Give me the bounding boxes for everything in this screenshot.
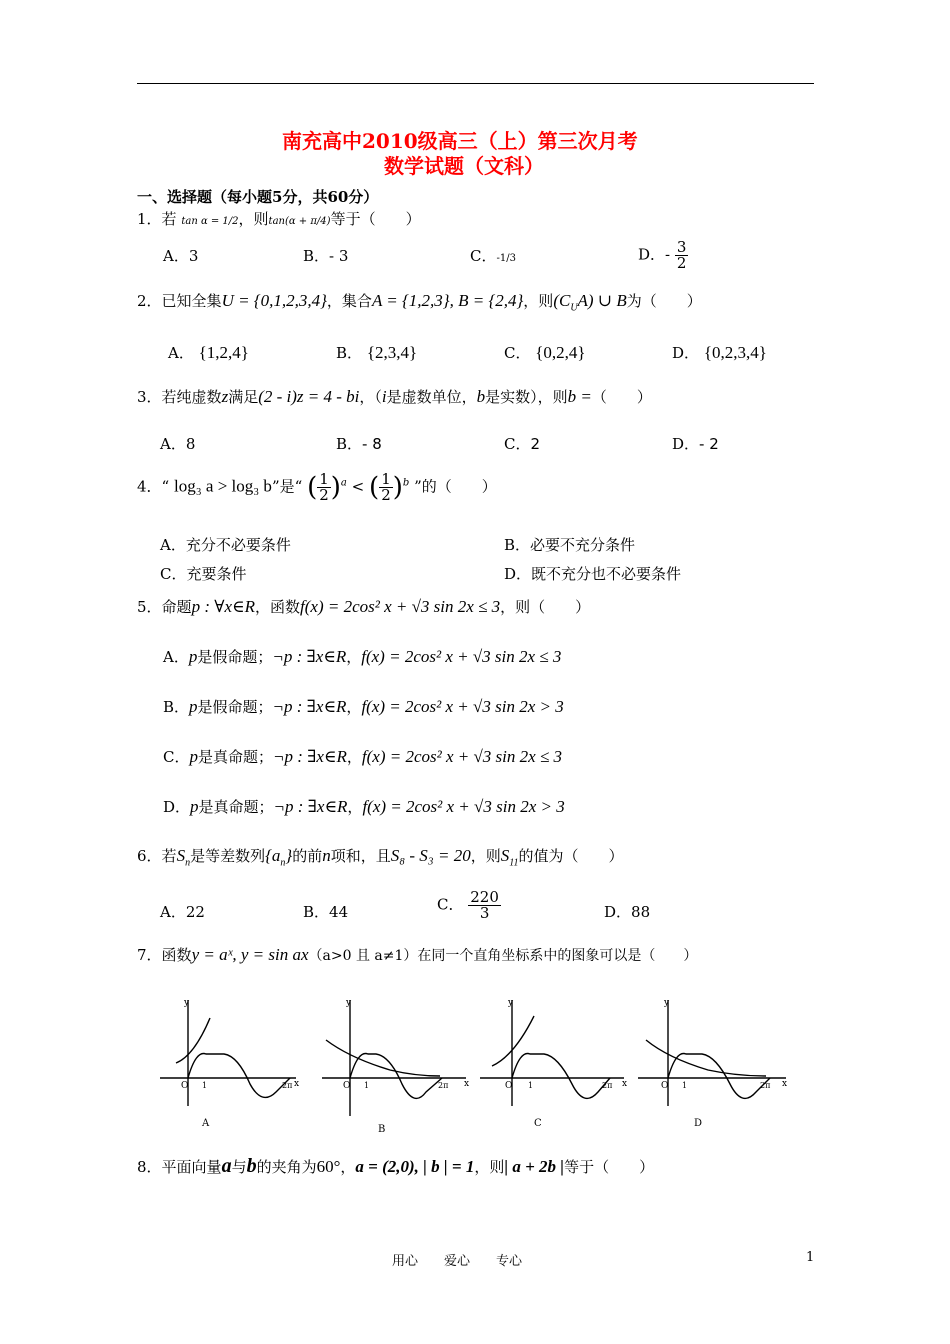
q7-a-tick-1: 1 [202,1081,208,1090]
q1-number: 1． [137,210,162,228]
q7-c-y-label: y [508,998,514,1008]
q7-a-y-label: y [184,998,190,1008]
q7-graph-a [158,996,298,1130]
q3-option-c [504,433,540,454]
q7-a-x-label: x [294,1079,300,1089]
q5-option-a-negation: ¬p : ∃x∈R [272,647,347,666]
title-line-1: 南充高中2010级高三（上）第三次月考 [282,129,638,153]
q5-option-c-p: p [189,747,198,766]
q4-paren-left-a: ( [307,472,318,503]
q8-mid: 与 [231,1158,247,1176]
q7-d-y-label: y [664,998,670,1008]
q4-half-b [379,472,393,503]
q2-option-b-value: {2,3,4} [366,343,418,362]
q6-option-c [437,890,501,921]
q4-exponent-b: b [402,477,410,489]
q1-option-d-num: 3 [676,238,687,256]
q7-d-origin: O [661,1081,669,1091]
q1-mid: ，则 [238,210,269,228]
q7-a-tick-2pi: 2π [282,1081,293,1090]
q3-mid3: 是实数），则 [485,388,568,406]
q3-mid: 满足 [228,388,259,406]
q5-option-d-label: D． [163,798,191,816]
q2-option-d-label: D． [672,344,700,362]
q6-sn-letter: S [176,846,186,865]
q1-option-c-value: -1/3 [496,253,516,264]
q5-option-c-text: 是真命题； [197,748,273,766]
q3-option-b-value: - 8 [362,435,382,453]
q5-function: f(x) = 2cos² x + √3 sin 2x ≤ 3 [300,597,501,616]
q5-option-b-function: f(x) = 2cos² x + √3 sin 2x > 3 [361,697,564,716]
q3-option-d [672,433,719,454]
q6-s11 [500,846,519,869]
q4-half-a-den: 2 [319,486,329,504]
q1-lead: 若 [161,210,177,228]
q5-option-b-comma: ， [346,698,362,716]
q7-b-tick-1: 1 [364,1081,370,1090]
q4-paren-right-a: ) [330,472,341,503]
q2-option-a-value: {1,2,4} [198,343,249,362]
q7-a-origin: O [181,1081,189,1091]
q5-option-c-negation: ¬p : ∃x∈R [273,747,347,766]
q3-z: z [221,387,229,406]
q6-lead: 若 [161,847,177,865]
q1-option-d-fraction [675,240,689,271]
section-heading: 一、选择题（每小题5分，共60分） [137,188,379,206]
q5-option-a-p: p [188,647,198,666]
q3-paren: ，（ [359,388,382,406]
q4-tail: ”的（ ） [414,477,497,496]
q6-an [265,846,293,869]
q1-option-a: A．3 [163,247,199,265]
q7-b-origin: O [343,1081,351,1091]
q5-option-a-text: 是假命题； [197,648,273,666]
q7-tail: （a>0 且 a≠1）在同一个直角坐标系中的图象可以是（ ） [308,948,698,964]
q4-log-expression: log₃ a > log₃ b [174,476,272,496]
q6-mid3: 项和，且 [330,847,391,865]
q7-b-label: B [378,1124,386,1135]
q5-option-c-comma: ， [346,748,362,766]
q5-option-b [163,696,564,717]
q4-number: 4． [137,477,162,496]
q7-graph-b [320,996,470,1136]
q2-option-c-label: C． [504,344,531,362]
q4-exponent-a: a [340,477,347,489]
q6-option-a: A．22 [160,903,205,921]
q1-option-b: B．- 3 [303,247,349,265]
q6-an-sub: n [280,857,286,869]
q4-close-quote: ”是“ [271,477,303,496]
q2-option-c-value: {0,2,4} [535,343,586,362]
q7-c-origin: O [505,1081,513,1091]
q5-option-b-label: B． [163,698,190,716]
question-8 [137,1155,654,1178]
q3-ask: b = [567,387,592,406]
question-2 [137,290,702,313]
header-rule [137,83,814,84]
q6-option-c-num: 220 [470,888,499,906]
q8-condition: a = (2,0), | b | = 1 [355,1157,475,1176]
q8-number: 8． [137,1158,162,1176]
q4-paren-right-b: ) [392,472,403,503]
q1-option-d [638,240,688,271]
q4-open-quote: “ [161,477,170,496]
q4-half-a [317,472,331,503]
q3-option-a: A．8 [160,435,196,453]
q2-option-b [336,342,417,363]
q1-option-d-den: 2 [676,254,687,272]
q2-mid2: ，则 [523,292,554,310]
q3-lead: 若纯虚数 [161,388,222,406]
q4-half-b-num: 1 [381,470,391,488]
q6-mid4: ，则 [470,847,501,865]
q6-sn-sub: n [185,857,191,869]
q5-option-d-p: p [190,797,199,816]
q2-expr-sub: U [570,302,578,314]
q8-mid2: 的夹角为 [256,1158,317,1176]
q7-d-tick-1: 1 [682,1081,688,1090]
q6-sn [176,846,191,869]
q5-option-d-comma: ， [347,798,363,816]
q6-tail: 的值为（ ） [518,847,624,865]
q5-option-c-function: f(x) = 2cos² x + √3 sin 2x ≤ 3 [361,747,563,766]
q1-condition: tan α = 1/2 [181,216,239,227]
q2-expr-tail: A) ∪ B [577,291,627,310]
q5-option-d-negation: ¬p : ∃x∈R [273,797,348,816]
q3-tail: （ ） [591,388,652,406]
q1-option-c-label: C． [470,247,497,265]
q2-option-a-label: A． [168,344,194,362]
q3-option-d-value: - 2 [699,435,719,453]
question-1 [137,208,421,229]
q8-vector-a: a [221,1155,232,1177]
q1-expression: tan(α + π/4) [268,216,331,227]
q8-vector-b: b [246,1155,257,1177]
title-line-2: 数学试题（文科） [384,154,544,178]
q7-c-x-label: x [622,1079,628,1089]
q6-number: 6． [137,847,162,865]
q1-tail: 等于（ ） [330,210,421,228]
q7-c-tick-2pi: 2π [602,1081,613,1090]
q5-option-a-function: f(x) = 2cos² x + √3 sin 2x ≤ 3 [361,647,562,666]
q5-option-d-function: f(x) = 2cos² x + √3 sin 2x > 3 [362,797,565,816]
q4-paren-left-b: ( [369,472,380,503]
q5-option-a-label: A． [163,648,189,666]
q8-angle: 60° [316,1157,341,1176]
q2-option-d-value: {0,2,3,4} [703,343,767,362]
q6-mid2: 的前 [292,847,323,865]
q5-number: 5． [137,598,162,616]
q1-option-d-label: D．- [638,245,671,264]
q4-option-a: A．充分不必要条件 [160,536,291,554]
q7-d-x-label: x [782,1079,788,1089]
q6-option-c-label: C． [437,895,464,914]
q6-s11-sub: 11 [509,857,519,869]
q7-d-label: D [694,1118,703,1129]
q4-option-b: B．必要不充分条件 [504,536,636,554]
q3-mid2: 是虚数单位， [386,388,477,406]
question-7 [137,944,697,965]
q8-expression: | a + 2b | [504,1157,565,1176]
q7-lead: 函数 [161,946,192,964]
q2-mid: ，集合 [326,292,372,310]
q6-s11-letter: S [500,846,510,865]
q3-option-b [336,433,382,454]
q7-b-x-label: x [464,1079,470,1089]
q7-b-y-label: y [346,998,352,1008]
q2-option-c [504,342,586,363]
q2-number: 2． [137,292,162,310]
q6-option-d: D．88 [604,903,651,921]
q5-option-c-label: C． [163,748,190,766]
q5-option-a-comma: ， [346,648,362,666]
footer-text: 用心 爱心 专心 [392,1254,523,1269]
q3-option-b-label: B． [336,435,363,453]
q7-number: 7． [137,946,162,964]
q7-a-label: A [202,1118,210,1129]
q6-an-head: {a [265,846,281,865]
q2-universal-set: U = {0,1,2,3,4} [221,291,327,310]
question-3 [137,386,652,407]
q3-option-d-label: D． [672,435,700,453]
question-4 [137,472,497,503]
q8-lead: 平面向量 [161,1158,222,1176]
q3-option-c-label: C． [504,435,531,453]
q7-c-tick-1: 1 [528,1081,534,1090]
q2-sets-ab: A = {1,2,3}, B = {2,4} [371,291,524,310]
page-number: 1 [806,1250,815,1265]
q5-option-d-text: 是真命题； [198,798,274,816]
question-6 [137,845,623,868]
q2-option-d [672,342,767,363]
q6-option-c-den: 3 [479,904,490,922]
q2-option-a [168,342,249,363]
q5-mid: ，函数 [255,598,301,616]
q8-mid3: ， [340,1158,356,1176]
q7-d-tick-2pi: 2π [760,1081,771,1090]
q5-option-b-negation: ¬p : ∃x∈R [272,697,347,716]
q5-lead: 命题 [161,598,192,616]
q4-half-b-den: 2 [381,486,391,504]
q6-mid: 是等差数列 [190,847,266,865]
q4-less-than: < [351,477,365,496]
q4-option-c: C．充要条件 [160,565,247,583]
q3-option-c-value: 2 [530,435,541,453]
q5-option-c [163,746,562,767]
q7-graph-c [478,996,628,1130]
q6-n: n [322,846,331,865]
q4-option-d: D．既不充分也不必要条件 [504,565,682,583]
q1-option-c [470,245,516,266]
q6-condition: S₈ - S₃ = 20 [390,846,471,865]
q7-b-tick-2pi: 2π [438,1081,449,1090]
q5-option-b-p: p [189,697,198,716]
q3-i: i [381,387,387,406]
q8-mid4: ，则 [474,1158,505,1176]
q2-lead: 已知全集 [161,292,222,310]
q7-functions: y = aˣ, y = sin ax [191,945,309,964]
q5-proposition: p : ∀x∈R [191,597,255,616]
q3-number: 3． [137,388,162,406]
q3-b: b [476,387,486,406]
q5-option-d [163,796,565,817]
q2-option-b-label: B． [336,344,363,362]
q7-graph-d [636,996,788,1130]
q5-option-b-text: 是假命题； [197,698,273,716]
q2-expr-head: (C [553,291,571,310]
q8-tail: 等于（ ） [564,1158,655,1176]
q5-option-a [163,646,561,667]
q6-an-close: } [285,846,293,865]
q3-equation: (2 - i)z = 4 - bi [258,387,360,406]
question-5 [137,596,590,617]
q2-expression [553,291,627,314]
q4-half-a-num: 1 [319,470,329,488]
q6-option-b: B．44 [303,903,349,921]
q6-option-c-fraction [468,890,501,921]
q7-c-label: C [534,1118,542,1129]
q2-tail: 为（ ） [626,292,702,310]
q5-tail: ，则（ ） [500,598,591,616]
